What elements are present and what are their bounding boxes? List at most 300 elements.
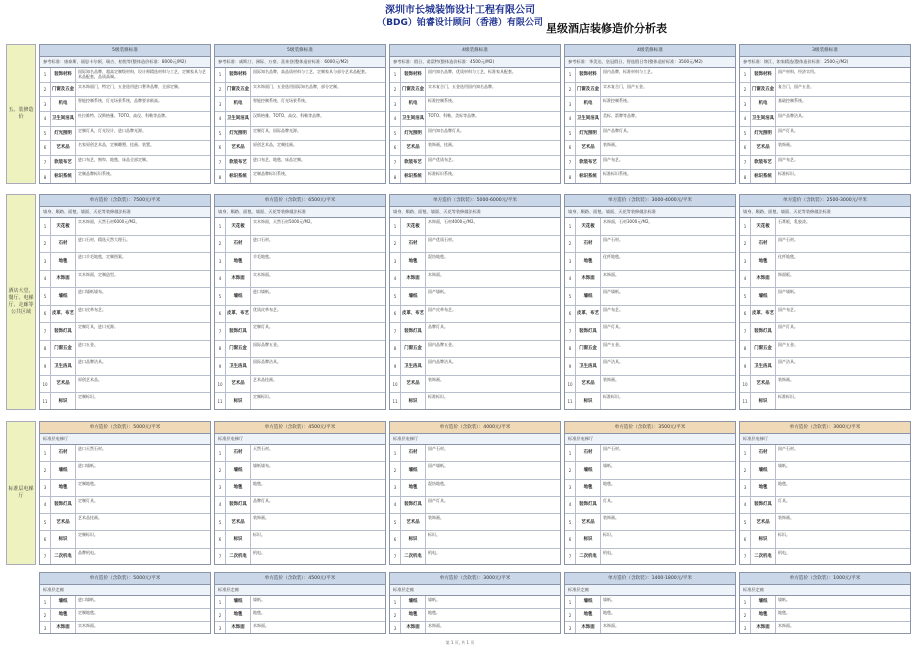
row-number: 5 (40, 514, 51, 530)
row-category: 墙纸 (751, 596, 776, 608)
row-category: 地毯 (751, 480, 776, 496)
row-category: 装饰材料 (226, 68, 251, 82)
table-row (390, 323, 560, 341)
row-description: 灯具。 (778, 497, 790, 503)
column-title: 单方造价（含软装）：5000元/平米 (40, 422, 210, 434)
row-description: 国产洁具。 (778, 359, 798, 365)
row-number: 4 (390, 271, 401, 288)
row-description: 品牌灯具。 (428, 324, 448, 330)
row-number: 11 (565, 393, 576, 410)
row-number: 4 (740, 271, 751, 288)
standard-column (39, 44, 211, 184)
column-subtitle: 标准层电梯厅 (215, 434, 385, 445)
column-title: 单方造价（含软装）：1000元/平米 (740, 573, 910, 585)
row-description: 国产五金。 (603, 341, 623, 347)
table-row (740, 288, 910, 306)
row-number: 2 (40, 609, 51, 621)
table-row (390, 218, 560, 236)
row-number: 6 (215, 306, 226, 323)
row-description: 装饰画。 (778, 142, 794, 148)
row-category: 标识 (51, 393, 76, 410)
table-row (390, 306, 560, 324)
standard-column (389, 194, 561, 410)
table-row (565, 271, 735, 289)
row-category: 皮革、布艺 (751, 306, 776, 323)
row-number: 11 (740, 393, 751, 410)
row-number: 4 (565, 112, 576, 126)
row-description: 化纤地毯。 (603, 254, 623, 260)
row-description: 实木复合门，国产五金。 (603, 83, 647, 89)
row-category: 卫生间洁具 (401, 112, 426, 126)
row-category: 卫生洁具 (51, 358, 76, 375)
row-number: 3 (40, 97, 51, 111)
row-description: TOTO、科勒、美标等品牌。 (428, 112, 480, 118)
column-subtitle: 参考标准：威斯汀、洲际、万豪、喜来登(整体造价标准：6000元/M2) (215, 57, 385, 68)
row-description: 标准标识系统。 (603, 171, 631, 177)
row-number: 8 (390, 341, 401, 358)
table-row (740, 306, 910, 324)
row-description: 国产灯具。 (778, 127, 798, 133)
row-category: 标识 (751, 531, 776, 547)
row-number: 5 (390, 288, 401, 305)
row-category: 墙纸 (226, 462, 251, 478)
table-row (740, 68, 910, 83)
row-description: 饰面板。 (778, 271, 794, 277)
row-category: 软装布艺 (751, 156, 776, 170)
table-row (215, 127, 385, 142)
table-row (390, 531, 560, 548)
table-row (390, 376, 560, 394)
column-title: 5级装修标准 (40, 45, 210, 57)
row-description: 国内品牌洁具。 (428, 359, 456, 365)
table-row (740, 462, 910, 479)
row-description: 实木饰面。 (78, 623, 98, 628)
table-row (215, 514, 385, 531)
row-category: 艺术品 (51, 376, 76, 393)
row-description: 标识。 (778, 532, 790, 538)
table-row (740, 393, 910, 410)
row-category: 门窗及五金 (226, 83, 251, 97)
row-category: 门窗五金 (576, 341, 601, 358)
row-number: 5 (215, 514, 226, 530)
row-number: 2 (390, 83, 401, 97)
section-side-label: 标准层电梯厅 (6, 421, 36, 565)
row-description: 灯具。 (603, 497, 615, 503)
column-subtitle: 墙身、顺路、面毯、墙面、天花等装修做法标准 (40, 207, 210, 218)
row-category: 门窗五金 (226, 341, 251, 358)
table-row (390, 170, 560, 184)
column-subtitle: 标准层走廊 (740, 585, 910, 596)
row-number: 1 (565, 445, 576, 461)
row-number: 1 (215, 68, 226, 82)
row-number: 6 (40, 306, 51, 323)
row-number: 3 (215, 253, 226, 270)
document-header (0, 4, 920, 35)
band-corridor (6, 572, 914, 634)
page-footer: 第 1 页, 共 1 页 (445, 640, 475, 645)
row-description: 国产墙纸。 (428, 289, 448, 295)
table-row (740, 141, 910, 156)
band-elevator-lobby (6, 421, 914, 565)
row-number: 5 (565, 288, 576, 305)
table-row (565, 170, 735, 184)
row-category: 墙纸 (751, 288, 776, 305)
table-row (215, 358, 385, 376)
row-number: 11 (40, 393, 51, 410)
table-row (40, 596, 210, 609)
row-description: 进口墙纸墙布。 (78, 289, 106, 295)
row-description: 艺术品挂画。 (78, 515, 102, 521)
standard-column (39, 421, 211, 565)
row-number: 3 (565, 97, 576, 111)
table-row (565, 514, 735, 531)
row-description: 国产石材。 (603, 236, 623, 242)
row-number: 6 (565, 531, 576, 547)
row-category: 天花板 (576, 218, 601, 235)
table-row (740, 622, 910, 634)
row-number: 1 (390, 596, 401, 608)
table-row (565, 218, 735, 236)
row-category: 卫生间洁具 (576, 112, 601, 126)
row-category: 卫生间洁具 (226, 112, 251, 126)
row-number: 7 (40, 156, 51, 170)
row-number: 2 (565, 83, 576, 97)
table-row (565, 97, 735, 112)
row-description: 装饰画。 (253, 515, 269, 521)
row-category: 艺术品 (751, 514, 776, 530)
table-row (215, 156, 385, 171)
row-description: 国产墙纸。 (778, 289, 798, 295)
table-row (215, 622, 385, 634)
row-category: 地毯 (51, 253, 76, 270)
row-category: 石材 (751, 236, 776, 253)
table-row (565, 83, 735, 98)
row-description: 国产灯具。 (603, 324, 623, 330)
row-category: 艺术品 (401, 514, 426, 530)
row-category: 皮革、布艺 (401, 306, 426, 323)
row-number: 2 (40, 83, 51, 97)
row-number: 1 (740, 445, 751, 461)
row-category: 软装布艺 (401, 156, 426, 170)
row-number: 9 (740, 358, 751, 375)
row-description: 墙纸墙布。 (253, 463, 273, 469)
standard-column (739, 572, 911, 634)
column-title: 单方造价（含软装）：5000-6000元/平米 (390, 195, 560, 207)
row-number: 2 (40, 462, 51, 478)
table-row (215, 341, 385, 359)
row-category: 木饰面 (51, 271, 76, 288)
row-category: 墙纸 (51, 288, 76, 305)
row-description: 国产五金。 (778, 341, 798, 347)
row-number: 8 (215, 170, 226, 184)
row-category: 地毯 (401, 609, 426, 621)
row-description: 定制品牌标识系统。 (253, 171, 289, 177)
table-row (565, 596, 735, 609)
standard-column (389, 44, 561, 184)
row-number: 6 (40, 141, 51, 155)
row-description: 木饰面。 (428, 271, 444, 277)
table-row (390, 156, 560, 171)
row-category: 标识 (226, 531, 251, 547)
row-description: 标识。 (603, 532, 615, 538)
table-row (740, 253, 910, 271)
row-category: 装饰材料 (751, 68, 776, 82)
row-number: 10 (215, 376, 226, 393)
row-number: 1 (215, 596, 226, 608)
row-description: 品牌灯具。 (253, 497, 273, 503)
column-subtitle: 墙身、顺路、面毯、墙面、天花等装修做法标准 (565, 207, 735, 218)
row-description: 地毯。 (778, 610, 790, 615)
table-row (565, 358, 735, 376)
row-category: 机电 (401, 97, 426, 111)
row-category: 机电 (51, 97, 76, 111)
row-category: 标识系统 (751, 170, 776, 184)
row-category: 标识 (51, 531, 76, 547)
row-description: 实木饰面门，特定门，五金选用进口奢华品牌，全部定制。 (78, 83, 182, 89)
table-row (390, 445, 560, 462)
row-category: 标识 (576, 393, 601, 410)
table-row (565, 393, 735, 410)
table-row (40, 462, 210, 479)
table-row (40, 306, 210, 324)
table-row (215, 170, 385, 184)
row-category: 地毯 (751, 609, 776, 621)
row-category: 装饰灯具 (401, 323, 426, 340)
row-description: 国内知名品牌灯具。 (428, 127, 464, 133)
row-description: 装饰画。 (603, 515, 619, 521)
row-category: 装饰灯具 (401, 497, 426, 513)
row-number: 3 (740, 253, 751, 270)
row-description: 地毯。 (253, 610, 265, 615)
table-row (565, 253, 735, 271)
table-row (740, 376, 910, 394)
table-row (565, 127, 735, 142)
table-row (215, 531, 385, 548)
column-subtitle: 标准层电梯厅 (740, 434, 910, 445)
row-description: 木饰面。 (603, 623, 619, 628)
row-category: 墙纸 (751, 462, 776, 478)
row-category: 艺术品 (576, 141, 601, 155)
row-number: 1 (740, 596, 751, 608)
row-number: 3 (565, 622, 576, 634)
standard-column (389, 421, 561, 565)
column-title: 单方造价（含软装）：4000元/平米 (390, 422, 560, 434)
row-number: 7 (565, 323, 576, 340)
table-row (215, 97, 385, 112)
table-row (740, 170, 910, 184)
row-number: 4 (740, 497, 751, 513)
table-row (740, 445, 910, 462)
row-number: 7 (740, 549, 751, 565)
row-category: 灯光照明 (401, 127, 426, 141)
row-category: 艺术品 (226, 514, 251, 530)
standard-column (739, 194, 911, 410)
row-number: 7 (740, 323, 751, 340)
table-row (40, 68, 210, 83)
row-number: 5 (40, 288, 51, 305)
row-number: 5 (740, 514, 751, 530)
row-description: 装饰画。 (428, 376, 444, 382)
row-number: 2 (740, 609, 751, 621)
row-number: 4 (390, 497, 401, 513)
row-description: 木饰面。 (428, 623, 444, 628)
row-category: 地毯 (576, 609, 601, 621)
row-description: 国产布艺。 (778, 156, 798, 162)
table-row (40, 253, 210, 271)
table-row (40, 622, 210, 634)
table-row (740, 83, 910, 98)
row-number: 3 (40, 253, 51, 270)
table-row (40, 497, 210, 514)
row-number: 6 (740, 141, 751, 155)
table-row (565, 445, 735, 462)
table-row (40, 341, 210, 359)
row-category: 木饰面 (576, 271, 601, 288)
row-description: 进口墙纸。 (78, 463, 98, 469)
row-description: 实木饰面，天然石材5000元/M2。 (253, 219, 315, 224)
row-number: 7 (40, 549, 51, 565)
table-row (40, 141, 210, 156)
row-description: 标准标识。 (603, 394, 623, 400)
table-row (390, 549, 560, 565)
table-row (215, 323, 385, 341)
row-category: 标识 (401, 531, 426, 547)
row-category: 卫生洁具 (401, 358, 426, 375)
row-category: 艺术品 (576, 514, 601, 530)
row-number: 5 (390, 127, 401, 141)
row-description: 进口天然石材。 (78, 446, 106, 451)
row-description: 进口墙纸。 (253, 289, 273, 295)
row-description: 汉斯格雅、TOTO、高仪、科勒等品牌。 (253, 112, 325, 118)
row-description: 定制标识。 (78, 394, 98, 400)
row-number: 3 (740, 622, 751, 634)
table-row (215, 141, 385, 156)
row-description: 实木饰面门，五金选用国际知名品牌，部分定制。 (253, 83, 341, 89)
table-row (215, 549, 385, 565)
row-category: 地毯 (51, 609, 76, 621)
row-number: 8 (215, 341, 226, 358)
table-row (565, 112, 735, 127)
row-description: 国产石材。 (603, 446, 623, 451)
table-row (565, 609, 735, 622)
row-category: 装饰灯具 (51, 323, 76, 340)
row-number: 7 (390, 156, 401, 170)
row-number: 7 (565, 156, 576, 170)
row-category: 木饰面 (751, 622, 776, 634)
row-category: 二次机电 (226, 549, 251, 565)
row-category: 门窗及五金 (576, 83, 601, 97)
row-description: 定制地毯。 (78, 610, 98, 615)
row-number: 2 (215, 462, 226, 478)
section-side-label: 五、装修造价 (6, 44, 36, 184)
standard-column (564, 572, 736, 634)
row-category: 天花板 (401, 218, 426, 235)
row-category: 标识 (226, 393, 251, 410)
table-row (565, 306, 735, 324)
row-number: 8 (390, 170, 401, 184)
row-category: 标识系统 (576, 170, 601, 184)
row-category: 地毯 (401, 253, 426, 270)
row-number: 3 (390, 253, 401, 270)
row-number: 1 (40, 68, 51, 82)
row-description: 进口布艺，窗帘、地毯、床品全部定制。 (78, 156, 150, 162)
row-number: 2 (40, 236, 51, 253)
row-description: 机电。 (603, 549, 615, 555)
table-row (390, 358, 560, 376)
row-description: 定制灯具，进口光源。 (78, 324, 118, 330)
table-row (215, 271, 385, 289)
column-subtitle: 参考标准：锦江、如家精选(整体造价标准：2500元/M2) (740, 57, 910, 68)
row-description: 进口羊毛地毯，定制图案。 (78, 254, 126, 260)
table-row (40, 170, 210, 184)
table-row (390, 393, 560, 410)
row-description: 名家原创艺术品，定制雕塑、挂画、装置。 (78, 142, 154, 148)
table-row (215, 497, 385, 514)
row-description: 标准控制系统。 (428, 98, 456, 104)
row-number: 2 (740, 236, 751, 253)
row-description: 基础控制系统。 (778, 98, 806, 104)
row-number: 2 (215, 236, 226, 253)
row-category: 门窗五金 (51, 341, 76, 358)
row-category: 墙纸 (401, 596, 426, 608)
row-category: 天花板 (51, 218, 76, 235)
row-category: 石材 (226, 445, 251, 461)
table-row (740, 531, 910, 548)
row-description: 进口石材。 (253, 236, 273, 242)
row-description: 装饰画，挂画。 (428, 142, 456, 148)
row-number: 6 (390, 306, 401, 323)
row-description: 墙纸。 (778, 597, 790, 602)
row-number: 3 (215, 97, 226, 111)
row-category: 皮革、布艺 (576, 306, 601, 323)
row-description: 装饰画。 (603, 142, 619, 148)
column-subtitle: 参考标准：假日、诺富特(整体造价标准：4500元/M2) (390, 57, 560, 68)
row-category: 天花板 (751, 218, 776, 235)
table-row (215, 68, 385, 83)
column-subtitle: 标准层走廊 (215, 585, 385, 596)
row-number: 4 (215, 112, 226, 126)
row-number: 2 (215, 609, 226, 621)
row-description: 墙纸。 (603, 597, 615, 602)
table-row (390, 497, 560, 514)
row-category: 木饰面 (401, 622, 426, 634)
row-number: 3 (215, 622, 226, 634)
column-subtitle: 墙身、顺路、面毯、墙面、天花等装修做法标准 (390, 207, 560, 218)
table-row (390, 141, 560, 156)
row-category: 门窗五金 (751, 341, 776, 358)
column-subtitle: 标准层走廊 (390, 585, 560, 596)
row-number: 4 (215, 271, 226, 288)
table-row (565, 497, 735, 514)
row-category: 天花板 (226, 218, 251, 235)
row-category: 艺术品 (401, 141, 426, 155)
row-description: 实木饰面，天然石材6000元/M2。 (78, 219, 140, 224)
row-description: 优质皮革布艺。 (253, 306, 281, 312)
row-number: 6 (40, 531, 51, 547)
row-category: 地毯 (51, 480, 76, 496)
row-description: 国内品牌，标准材料与工艺。 (603, 69, 655, 74)
row-category: 装饰灯具 (576, 323, 601, 340)
table-row (40, 609, 210, 622)
row-category: 艺术品 (226, 376, 251, 393)
row-category: 艺术品 (751, 141, 776, 155)
table-row (40, 218, 210, 236)
row-number: 2 (390, 236, 401, 253)
row-number: 1 (215, 218, 226, 235)
row-description: 国产墙纸。 (603, 289, 623, 295)
standard-column (389, 572, 561, 634)
row-description: 木饰面。 (603, 271, 619, 277)
